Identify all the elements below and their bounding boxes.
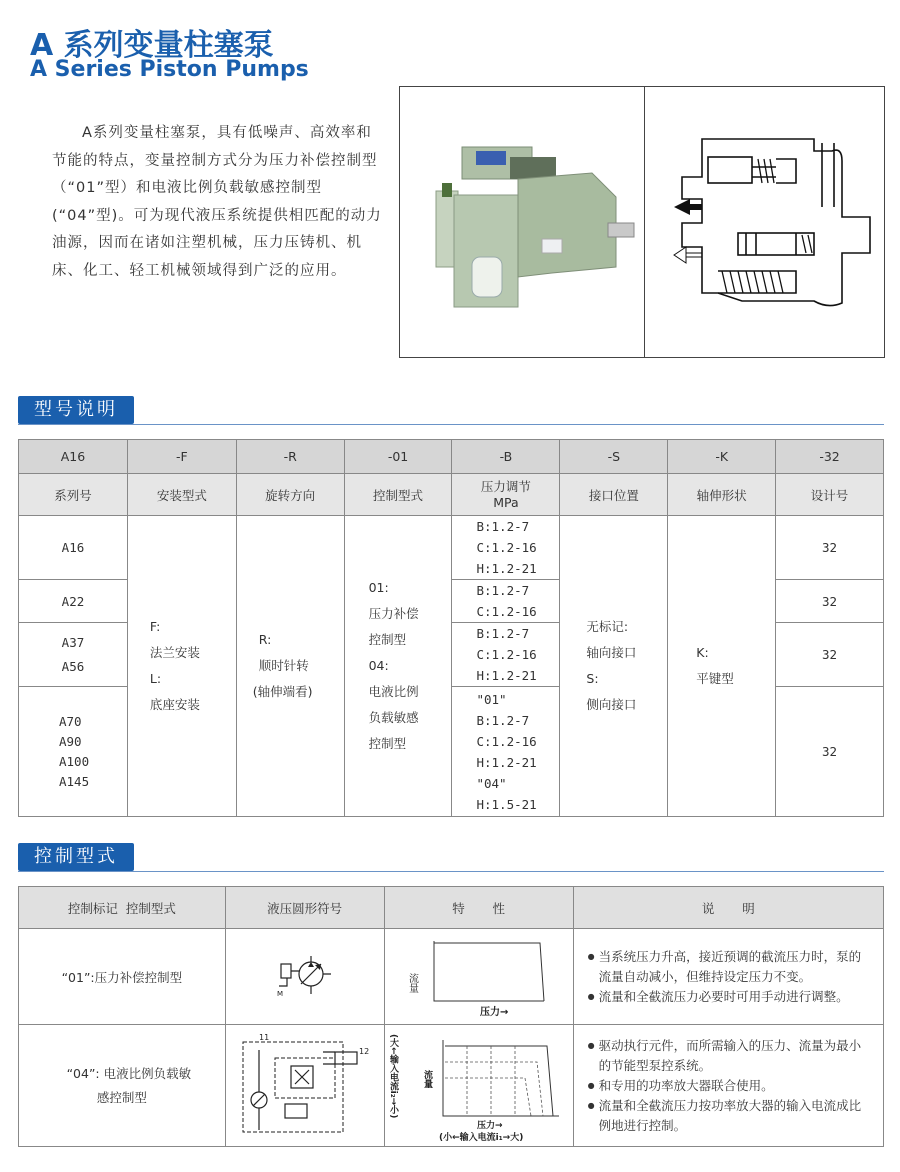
pressure-value: C:1.2-16 [476,604,537,619]
series-a70: A70 [59,713,82,729]
port-s-desc: 侧向接口 [586,697,637,712]
port-options [560,516,668,817]
pressure-value: H:1.2-21 [476,561,537,576]
pressure-value: C:1.2-16 [476,540,537,555]
design-2: 32 [776,580,884,623]
ctrl-01-description [573,929,883,1025]
section-model-title: 型号说明 [18,396,134,424]
series-a145: A145 [59,773,90,789]
pressure-value: B:1.2-7 [476,712,530,728]
ctrl-01-chart [384,929,573,1025]
symbol-label-top: 11 [258,1033,269,1042]
page-title-en: A Series Piston Pumps [30,57,309,82]
ctrl-04-desc-item: ● 和专用的功率放大器联合使用。 [588,1076,871,1096]
ctrl-header-symbol: 液压圆形符号 [225,887,384,929]
control-type-table [18,886,884,1147]
series-a22: A22 [19,580,128,623]
control-options [344,516,452,817]
model-code-table [18,439,884,817]
control-header-row [19,887,884,929]
design-1: 32 [776,516,884,580]
port-s-code: S: [586,671,599,686]
product-image-panel [399,86,885,358]
pq-chart-01-xlabel: 压力→ [479,1007,509,1018]
control-04-desc-c: 控制型 [368,736,407,751]
header-port: 接口位置 [560,474,668,516]
code-shaft: -K [668,440,776,474]
pq-chart-01-ylabel: 流量 [406,973,418,993]
ctrl-04-label-line2: 感控制型 [96,1089,147,1105]
shaft-code: K: [696,645,709,660]
code-port: -S [560,440,668,474]
symbol-label-right: 12 [358,1047,369,1056]
header-control: 控制型式 [344,474,452,516]
pq-chart-04-xsub: (小←输入电流i₁→大) [438,1133,523,1142]
header-rotation: 旋转方向 [236,474,344,516]
pressure-group-1 [452,516,560,580]
proportional-circuit-symbol [235,1030,375,1138]
mount-l-code: L: [149,671,162,686]
series-a100: A100 [59,753,90,769]
control-01-desc-b: 控制型 [368,632,407,647]
series-a37: A37 [61,634,85,650]
ctrl-01-desc-item: ● 当系统压力升高，接近预调的截流压力时，泵的流量自动减小，但维持设定压力不变。 [588,947,871,987]
series-a16: A16 [19,516,128,580]
header-pressure-unit: MPa [493,494,519,510]
pressure-group-2 [452,580,560,623]
pressure-value: C:1.2-16 [476,647,537,662]
mount-options [127,516,236,817]
ctrl-04-description [573,1025,883,1147]
ctrl-04-symbol [225,1025,384,1147]
pq-chart-04-ylabel-left: (大←输入电流i₂→小) [387,1034,398,1119]
ctrl-header-type: 控制标记 控制型式 [19,887,226,929]
svg-text:M: M [276,990,283,998]
port-default-code: 无标记: [586,619,629,634]
pressure-group-3 [452,623,560,687]
header-pressure-label: 压力调节 [480,478,531,494]
ctrl-04-desc-item: ● 流量和全截流压力按功率放大器的输入电流成比例地进行控制。 [588,1096,871,1136]
pump-photo [402,87,642,357]
model-code-row [19,440,884,474]
code-control: -01 [344,440,452,474]
pressure-value: H:1.2-21 [476,668,537,683]
mount-f-desc: 法兰安装 [149,645,200,660]
model-header-row [19,474,884,516]
pump-symbol-icon [275,952,335,998]
rotation-desc: 顺时针转 [258,658,309,673]
ctrl-01-desc-item: ● 流量和全截流压力必要时可用手动进行调整。 [588,987,871,1007]
pq-chart-04-xlabel: 压力→ [476,1121,503,1131]
page-title-cn: A 系列变量柱塞泵 [30,28,274,63]
pq-chart-04-ylabel: 流量 [421,1070,432,1088]
rotation-options [236,516,344,817]
pressure-value: B:1.2-7 [476,519,530,534]
section-control-title: 控制型式 [18,843,134,871]
code-mount: -F [127,440,236,474]
series-a90: A90 [59,733,82,749]
pq-chart-01 [404,931,554,1019]
ctrl-04-label [19,1025,226,1147]
pressure-value: "01" [476,691,507,707]
ctrl-header-description: 说 明 [573,887,883,929]
header-shaft: 轴伸形状 [668,474,776,516]
code-rotation: -R [236,440,344,474]
pressure-value: B:1.2-7 [476,626,530,641]
design-4: 32 [776,687,884,817]
rotation-note: (轴伸端看) [252,684,313,699]
ctrl-01-symbol [225,929,384,1025]
code-design: -32 [776,440,884,474]
ctrl-04-desc-item: ● 驱动执行元件，而所需输入的压力、流量为最小的节能型泵控系统。 [588,1036,871,1076]
design-3: 32 [776,623,884,687]
series-a37-a56 [19,623,128,687]
series-large [19,687,128,817]
control-04-desc-a: 电液比例 [368,684,419,699]
pq-chart-04 [387,1026,571,1142]
code-series: A16 [19,440,128,474]
pressure-group-4 [452,687,560,817]
control-04-code: 04: [368,658,389,673]
header-design: 设计号 [776,474,884,516]
pressure-value: B:1.2-7 [476,583,530,598]
series-a56: A56 [61,658,85,674]
control-04-desc-b: 负载敏感 [368,710,419,725]
header-pressure [452,474,560,516]
ctrl-01-label: “01”:压力补偿控制型 [19,929,226,1025]
cross-section-diagram [646,87,886,357]
header-series: 系列号 [19,474,128,516]
ctrl-header-characteristics: 特 性 [384,887,573,929]
mount-l-desc: 底座安装 [149,697,200,712]
mount-f-code: F: [149,619,161,634]
ctrl-04-chart [384,1025,573,1147]
intro-paragraph: A系列变量柱塞泵，具有低噪声、高效率和节能的特点，变量控制方式分为压力补偿控制型（“01”型）和电液比例负载敏感控制型(“04”型)。可为现代液压系统提供相匹配的动力油源，因而在诸如注塑机械，压力压铸机、机床、化工、轻工机械领域得到广泛的应用。 [52,125,382,279]
shaft-options [668,516,776,817]
pressure-value: "04" [476,775,507,791]
ctrl-04-label-line1: “04”: 电液比例负载敏 [66,1065,192,1081]
shaft-desc: 平键型 [696,671,734,686]
pressure-value: C:1.2-16 [476,733,537,749]
control-01-desc-a: 压力补偿 [368,606,419,621]
header-mount: 安装型式 [127,474,236,516]
control-01-code: 01: [368,580,389,595]
rotation-code: R: [258,632,272,647]
pressure-value: H:1.2-21 [476,754,537,770]
control-row-04 [19,1025,884,1147]
code-pressure: -B [452,440,560,474]
port-default-desc: 轴向接口 [586,645,637,660]
control-row-01 [19,929,884,1025]
pressure-value: H:1.5-21 [476,796,537,812]
